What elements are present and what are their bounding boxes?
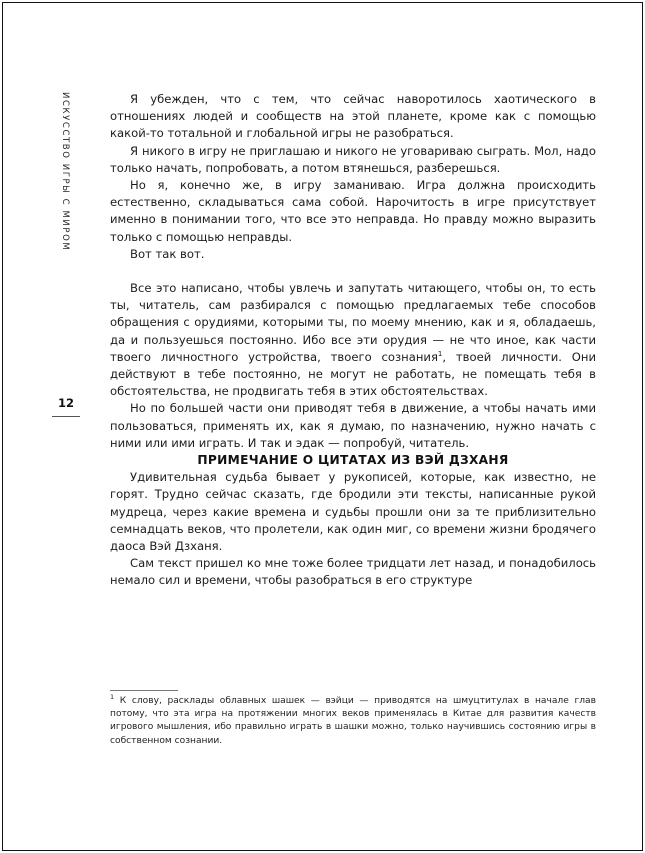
body-text bbox=[110, 91, 596, 590]
paragraph: Сам текст пришел ко мне тоже более тридцати лет назад, и понадобилось немало сил и времени, чтобы разобраться в его структуре bbox=[110, 556, 596, 588]
paragraph: Вот так вот. bbox=[130, 246, 205, 261]
paragraph-with-footnote bbox=[110, 280, 596, 400]
page-number: 12 bbox=[57, 396, 74, 410]
footnote-reference: 1 bbox=[437, 349, 443, 358]
footnote-text: К слову, расклады облавных шашек — вэйци — приводятся на шмуцтитулах в начале глав потому, что эта игра на протяжении многих веков применялась в Китае для развития качеств игрового мышления, ибо правильно играть в шашки можно, только научившись состоянию игры в собственном сознании. bbox=[110, 696, 596, 746]
footnote bbox=[110, 692, 596, 748]
footnote-marker: 1 bbox=[110, 692, 115, 701]
paragraph: Удивительная судьба бывает у рукописей, которые, как известно, не горят. Трудно сейчас сказать, где бродили эти тексты, написанные рукой мудреца, через какие времена и судьбы прошли они за те приблизительно семнадцать веков, что пролетели, как один миг, со времени жизни бродячего даоса Вэй Дзханя. bbox=[110, 470, 596, 554]
footnote-rule bbox=[110, 690, 178, 691]
running-head bbox=[58, 92, 72, 282]
paragraph: Но я, конечно же, в игру заманиваю. Игра должна происходить естественно, складываться сама собой. Нарочитость в игре присутствует именно в понимании того, что все это неправда. Но правду можно выразить только с помощью неправды. bbox=[110, 178, 596, 244]
paragraph: Я убежден, что с тем, что сейчас наворотилось хаотического в отношениях людей и сообществ на этой планете, кроме как с помощью какой-то тотальной и глобальной игры не разобраться. bbox=[110, 92, 596, 141]
paragraph-text: , твоей личности. Они действуют в тебе постоянно, не могут не работать, не помещать тебя в обстоятельства, не продвигать тебя в этих обстоятельствах. bbox=[110, 349, 596, 399]
section-heading: ПРИМЕЧАНИЕ О ЦИТАТАХ ИЗ ВЭЙ ДЗХАНЯ bbox=[197, 453, 509, 468]
paragraph-text: Все это написано, чтобы увлечь и запутать читающего, чтобы он, то есть ты, читатель, сам разбирался с помощью предлагаемых тебе способов обращения с орудиями, которыми ты, по моему мнению, как и я, обладаешь, да и пользуешься постоянно. Ибо все эти орудия — не что иное, как части твоего личностного устройства, твоего сознания bbox=[110, 281, 596, 364]
paragraph: Но по большей части они приводят тебя в движение, а чтобы начать ими пользоваться, применять их, как я думаю, по назначению, нужно начать с ними или ими играть. И так и эдак — попробуй, читатель. bbox=[110, 401, 596, 450]
paragraph: Я никого в игру не приглашаю и никого не уговариваю сыграть. Мол, надо только начать, попробовать, а потом втянешься, разберешься. bbox=[110, 143, 596, 175]
running-head-text: ИСКУССТВО ИГРЫ С МИРОМ bbox=[60, 92, 70, 252]
page-number-rule bbox=[52, 416, 80, 417]
